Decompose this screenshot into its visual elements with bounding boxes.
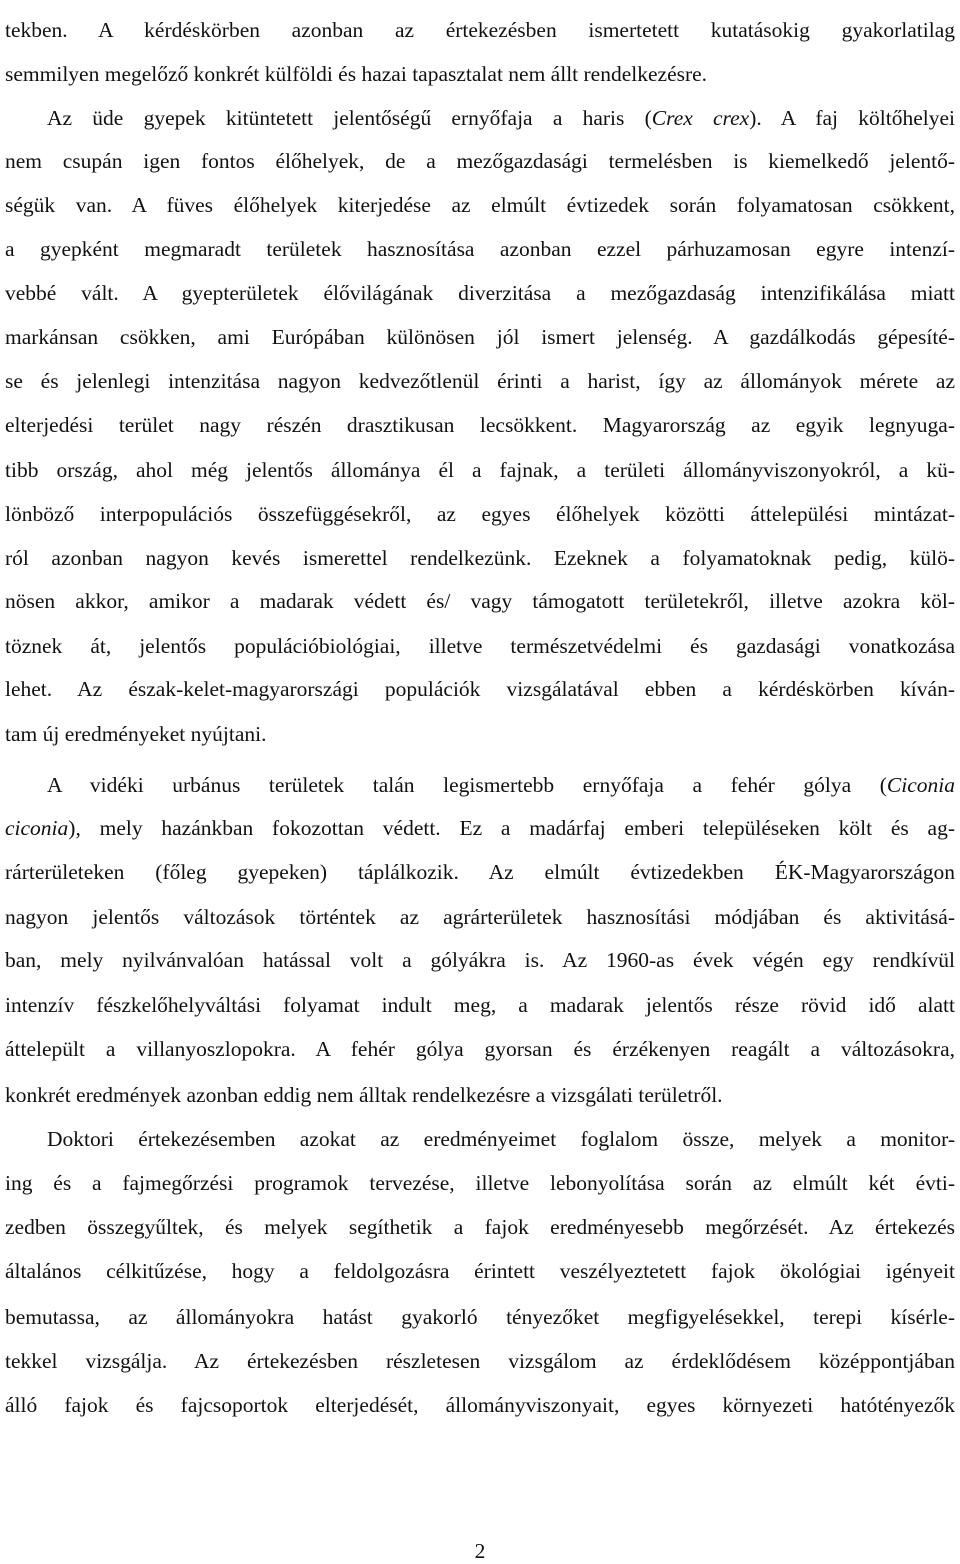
text-line [5,1168,955,1198]
text-line [5,1346,955,1376]
text-line [5,770,955,800]
text-line [5,1080,955,1110]
page-number: 2 [474,1539,486,1563]
text-line [5,322,955,352]
text-line [5,857,955,887]
text-line [5,1256,955,1286]
text-line [5,1390,955,1420]
text-segment: nagyon jelentős változások történtek az agrárterületek hasznosítási módjában és aktivitásá- [5,905,955,929]
text-segment: ing és a fajmegőrzési programok tervezése, illetve lebonyolítása során az elmúlt két évti- [5,1171,955,1195]
text-line [5,1034,955,1064]
text-segment: nem csupán igen fontos élőhelyek, de a mezőgazdasági termelésben is kiemelkedő jelentő- [5,149,955,173]
text-segment: elterjedési terület nagy részén drasztikusan lecsökkent. Magyarország az egyik legnyuga- [5,413,955,437]
text-line [5,59,955,89]
text-segment: lönböző interpopulációs összefüggésekről, az egyes élőhelyek közötti áttelepülési mintázat- [5,502,955,526]
text-line [5,366,955,396]
text-line [5,945,955,975]
text-line [5,15,955,45]
text-line [5,234,955,264]
text-segment: A vidéki urbánus területek talán legismertebb ernyőfaja a fehér gólya ( [47,773,887,797]
italic-species-name: Crex crex [651,106,750,130]
text-line [5,719,955,749]
text-line [5,631,955,661]
text-segment: Doktori értekezésemben azokat az eredményeimet foglalom össze, melyek a monitor- [47,1127,955,1151]
text-line [5,813,955,843]
text-line [5,1302,955,1332]
text-line [5,455,955,485]
text-segment: ban, mely nyilvánvalóan hatással volt a gólyákra is. Az 1960-as évek végén egy rendkívül [5,948,955,972]
text-segment: tekkel vizsgálja. Az értekezésben részletesen vizsgálom az érdeklődésem középpontjában [5,1349,955,1373]
text-line [5,103,955,133]
text-segment: áttelepült a villanyoszlopokra. A fehér gólya gyorsan és érzékenyen reagált a változásokra, [5,1037,955,1061]
text-segment: ), mely hazánkban fokozottan védett. Ez a madárfaj emberi településeken költ és ag- [68,816,955,840]
text-line [5,146,955,176]
text-line [5,278,955,308]
text-segment: a gyepként megmaradt területek hasznosítása azonban ezzel párhuzamosan egyre intenzí- [5,237,955,261]
italic-species-name: ciconia [5,816,69,840]
text-line [5,674,955,704]
text-segment: általános célkitűzése, hogy a feldolgozásra érintett veszélyeztetett fajok ökológiai igényeit [5,1259,955,1283]
text-segment: ségük van. A füves élőhelyek kiterjedése az elmúlt évtizedek során folyamatosan csökkent, [5,193,955,217]
text-segment: töznek át, jelentős populációbiológiai, illetve természetvédelmi és gazdasági vonatkozása [5,634,955,658]
text-segment: se és jelenlegi intenzitása nagyon kedvezőtlenül érinti a harist, így az állományok mérete az [5,369,955,393]
text-segment: ról azonban nagyon kevés ismerettel rendelkezünk. Ezeknek a folyamatoknak pedig, külö- [5,546,955,570]
text-line [5,543,955,573]
italic-species-name: Ciconia [886,773,955,797]
text-segment: intenzív fészkelőhelyváltási folyamat indult meg, a madarak jelentős része rövid idő alatt [5,993,955,1017]
text-segment: zedben összegyűltek, és melyek segíthetik a fajok eredményesebb megőrzését. Az értekezés [5,1215,955,1239]
text-segment: álló fajok és fajcsoportok elterjedését, állományviszonyait, egyes környezeti hatótényezők [5,1393,955,1417]
text-line [5,902,955,932]
text-line [5,190,955,220]
text-segment: lehet. Az észak-kelet-magyarországi populációk vizsgálatával ebben a kérdéskörben kíván- [5,677,955,701]
text-segment: markánsan csökken, ami Európában különösen jól ismert jelenség. A gazdálkodás gépesíté- [5,325,955,349]
text-segment: tam új eredményeket nyújtani. [5,722,267,746]
text-line [5,410,955,440]
text-segment: semmilyen megelőző konkrét külföldi és hazai tapasztalat nem állt rendelkezésre. [5,62,708,86]
text-segment: konkrét eredmények azonban eddig nem álltak rendelkezésre a vizsgálati területről. [5,1083,723,1107]
text-segment: bemutassa, az állományokra hatást gyakorló tényezőket megfigyelésekkel, terepi kísérle- [5,1305,955,1329]
text-segment: vebbé vált. A gyepterületek élővilágának diverzitása a mezőgazdaság intenzifikálása miatt [5,281,955,305]
text-line [5,1124,955,1154]
text-line [5,1212,955,1242]
text-segment: Az üde gyepek kitüntetett jelentőségű ernyőfaja a haris ( [47,106,652,130]
text-line [5,990,955,1020]
text-segment: rárterületeken (főleg gyepeken) táplálkozik. Az elmúlt évtizedekben ÉK-Magyarországon [5,860,955,884]
text-segment: tekben. A kérdéskörben azonban az értekezésben ismertetett kutatásokig gyakorlatilag [5,18,955,42]
text-segment: nösen akkor, amikor a madarak védett és/ vagy támogatott területekről, illetve azokra köl- [5,589,955,613]
text-line [5,499,955,529]
text-line [5,586,955,616]
text-segment: ). A faj költőhelyei [749,106,955,130]
text-segment: tibb ország, ahol még jelentős állománya él a fajnak, a területi állományviszonyokról, a kü- [5,458,955,482]
